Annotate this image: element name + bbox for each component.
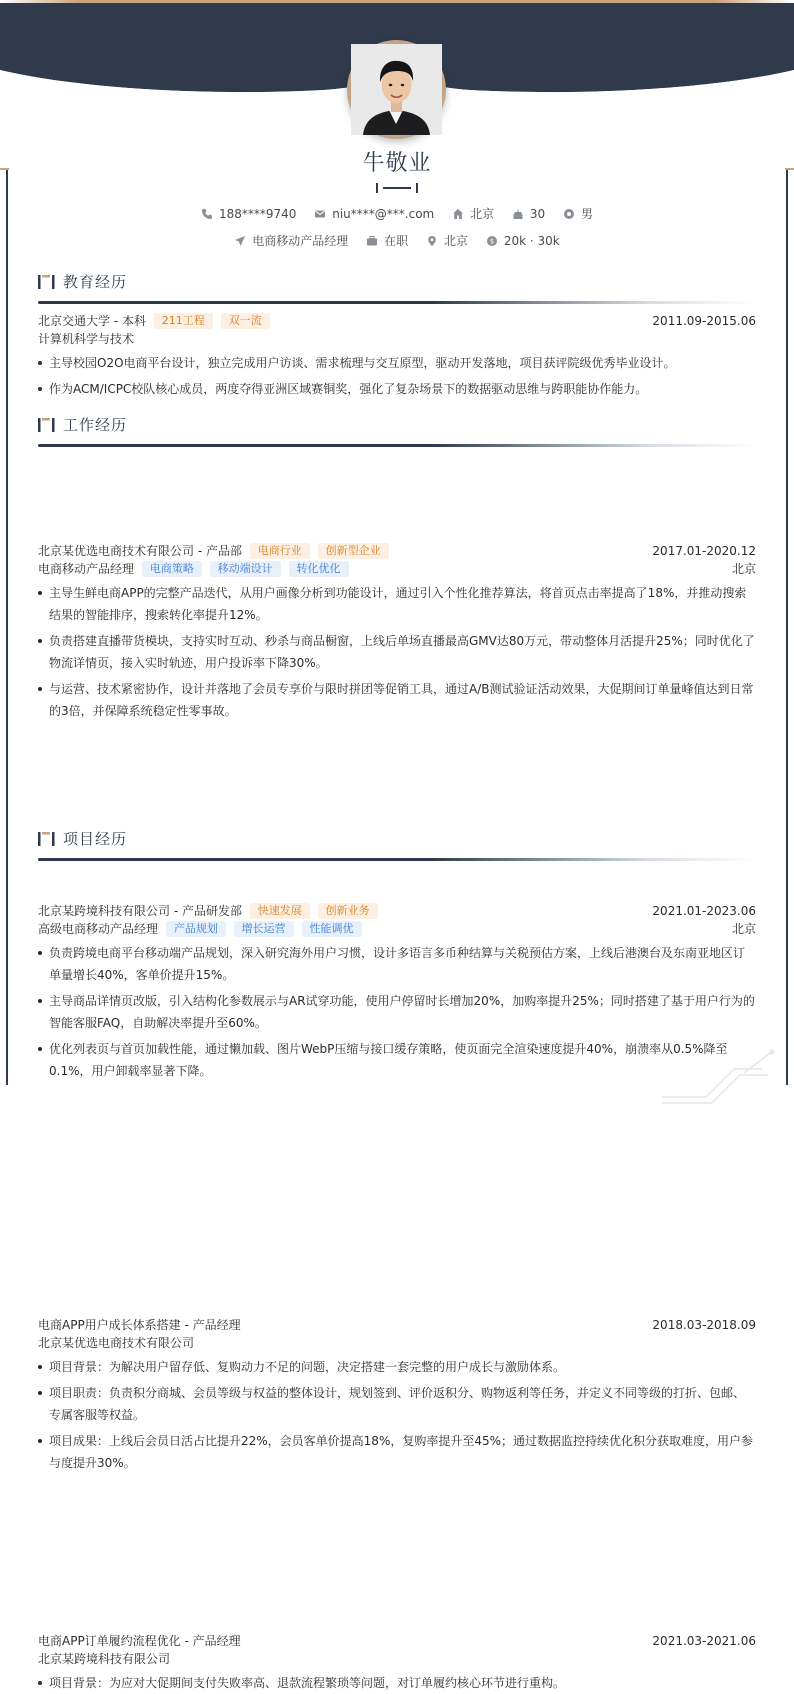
section-divider <box>38 301 756 304</box>
phone-item <box>201 207 296 221</box>
education-bullets <box>38 352 756 400</box>
svg-text:$: $ <box>489 237 495 246</box>
candidate-name: 牛敬业 <box>362 151 432 176</box>
job-role: 电商移动产品经理 <box>38 562 135 576</box>
job-date: 2021.01-2023.06 <box>652 904 756 918</box>
gender-item <box>563 205 593 222</box>
school-tag: 双一流 <box>221 313 270 329</box>
list-item: 项目背景：为解决用户留存低、复购动力不足的问题，决定搭建一套完整的用户成长与激励体系。 <box>38 1356 756 1378</box>
job-entry <box>38 902 756 1082</box>
project-name: 电商APP订单履约流程优化 - 产品经理 <box>38 1634 241 1648</box>
city-item <box>452 205 494 222</box>
target-position-text: 电商移动产品经理 <box>252 234 349 248</box>
gender-text: 男 <box>581 207 594 221</box>
gender-icon <box>563 208 575 220</box>
job-date: 2017.01-2020.12 <box>652 544 756 558</box>
company-tag: 创新型企业 <box>318 543 389 559</box>
phone-text: 188****9740 <box>218 206 297 221</box>
location-pin-icon <box>426 235 438 247</box>
education-section <box>38 271 756 295</box>
education-entry <box>38 312 756 400</box>
job-bullets <box>38 582 756 722</box>
project-date: 2021.03-2021.06 <box>652 1634 756 1648</box>
list-item: 与运营、技术紧密协作，设计并落地了会员专享价与限时拼团等促销工具，通过A/B测试验证活动效果，大促期间订单量峰值达到日常的3倍，并保障系统稳定性零事故。 <box>38 678 756 722</box>
mail-icon <box>314 208 326 220</box>
list-item: 主导校园O2O电商平台设计，独立完成用户访谈、需求梳理与交互原型，驱动开发落地，项目获评院级优秀毕业设计。 <box>38 352 756 374</box>
project-entry <box>38 1632 756 1694</box>
right-border-line <box>786 170 788 1085</box>
company-tag: 电商行业 <box>250 543 310 559</box>
target-city-item <box>426 232 468 249</box>
target-city-text: 北京 <box>443 234 468 248</box>
project-name: 电商APP用户成长体系搭建 - 产品经理 <box>38 1318 241 1332</box>
project-date: 2018.03-2018.09 <box>652 1318 756 1332</box>
age-text: 30 <box>529 206 546 221</box>
money-icon <box>486 235 498 247</box>
contact-info-row <box>0 205 794 222</box>
company-tag: 创新业务 <box>318 903 378 919</box>
cake-icon <box>512 208 524 220</box>
school-name: 北京交通大学 - 本科 <box>38 314 146 328</box>
salary-item <box>486 234 560 248</box>
name-divider-ornament <box>375 182 419 194</box>
portrait-image <box>351 44 442 135</box>
company-name: 北京某优选电商技术有限公司 - 产品部 <box>38 544 242 558</box>
project-company: 北京某优选电商技术有限公司 <box>38 1336 195 1350</box>
list-item: 负责搭建直播带货模块，支持实时互动、秒杀与商品橱窗，上线后单场直播最高GMV达80万元，带动整体月活提升25%；同时优化了物流详情页，接入实时轨迹，用户投诉率下降30%。 <box>38 630 756 674</box>
list-item: 项目成果：上线后会员日活占比提升22%，会员客单价提高18%，复购率提升至45%；通过数据监控持续优化积分获取难度，用户参与度提升30%。 <box>38 1430 756 1474</box>
status-text: 在职 <box>384 234 409 248</box>
section-title: 工作经历 <box>63 416 128 434</box>
project-bullets <box>38 1356 756 1474</box>
section-divider <box>38 858 756 861</box>
role-tag: 增长运营 <box>234 921 294 937</box>
role-tag: 电商策略 <box>142 561 202 577</box>
job-city: 北京 <box>731 922 756 936</box>
section-divider <box>38 444 756 447</box>
project-bullets <box>38 1672 756 1694</box>
role-tag: 产品规划 <box>166 921 226 937</box>
list-item: 主导商品详情页改版，引入结构化参数展示与AR试穿功能，使用户停留时长增加20%，加购率提升25%；同时搭建了基于用户行为的智能客服FAQ，自助解决率提升至60%。 <box>38 990 756 1034</box>
corner-decoration <box>660 1045 780 1105</box>
briefcase-icon <box>366 235 378 247</box>
job-intent-row <box>0 232 794 249</box>
home-icon <box>452 208 464 220</box>
target-position-item <box>234 232 348 249</box>
avatar <box>347 40 446 139</box>
email-text: niu****@***.com <box>332 206 435 221</box>
project-entry <box>38 1316 756 1474</box>
project-company: 北京某跨境科技有限公司 <box>38 1652 171 1666</box>
city-text: 北京 <box>470 207 495 221</box>
section-title: 教育经历 <box>63 273 128 291</box>
company-tag: 快速发展 <box>250 903 310 919</box>
list-item: 项目背景：为应对大促期间支付失败率高、退款流程繁琐等问题，对订单履约核心环节进行重构。 <box>38 1672 756 1694</box>
phone-icon <box>201 208 213 220</box>
status-item <box>366 232 408 249</box>
job-bullets <box>38 942 756 1082</box>
work-section <box>38 414 756 438</box>
send-icon <box>234 235 246 247</box>
job-city: 北京 <box>731 562 756 576</box>
section-marker-icon <box>38 832 55 846</box>
age-item <box>512 207 545 221</box>
role-tag: 转化优化 <box>289 561 349 577</box>
list-item: 优化列表页与首页加载性能，通过懒加载、图片WebP压缩与接口缓存策略，使页面完全渲染速度提升40%，崩溃率从0.5%降至0.1%，用户卸载率显著下降。 <box>38 1038 756 1082</box>
major-name: 计算机科学与技术 <box>38 332 135 346</box>
section-marker-icon <box>38 418 55 432</box>
left-border-line <box>6 170 8 1085</box>
section-title: 项目经历 <box>63 830 128 848</box>
list-item: 项目职责：负责积分商城、会员等级与权益的整体设计，规划签到、评价返积分、购物返利等任务，并定义不同等级的打折、包邮、专属客服等权益。 <box>38 1382 756 1426</box>
list-item: 负责跨境电商平台移动端产品规划，深入研究海外用户习惯，设计多语言多币种结算与关税预估方案，上线后港澳台及东南亚地区订单量增长40%，客单价提升15%。 <box>38 942 756 986</box>
section-marker-icon <box>38 275 55 289</box>
job-entry <box>38 542 756 722</box>
job-role: 高级电商移动产品经理 <box>38 922 159 936</box>
role-tag: 移动端设计 <box>210 561 281 577</box>
school-tag: 211工程 <box>154 313 213 329</box>
projects-section <box>38 828 756 852</box>
list-item: 主导生鲜电商APP的完整产品迭代，从用户画像分析到功能设计，通过引入个性化推荐算法，将首页点击率提高了18%，并推动搜索结果的智能排序，搜索转化率提升12%。 <box>38 582 756 626</box>
email-item <box>314 207 434 221</box>
salary-text: 20k · 30k <box>503 233 560 248</box>
education-date: 2011.09-2015.06 <box>652 314 756 328</box>
list-item: 作为ACM/ICPC校队核心成员，两度夺得亚洲区域赛铜奖，强化了复杂场景下的数据驱动思维与跨职能协作能力。 <box>38 378 756 400</box>
role-tag: 性能调优 <box>302 921 362 937</box>
company-name: 北京某跨境科技有限公司 - 产品研发部 <box>38 904 242 918</box>
